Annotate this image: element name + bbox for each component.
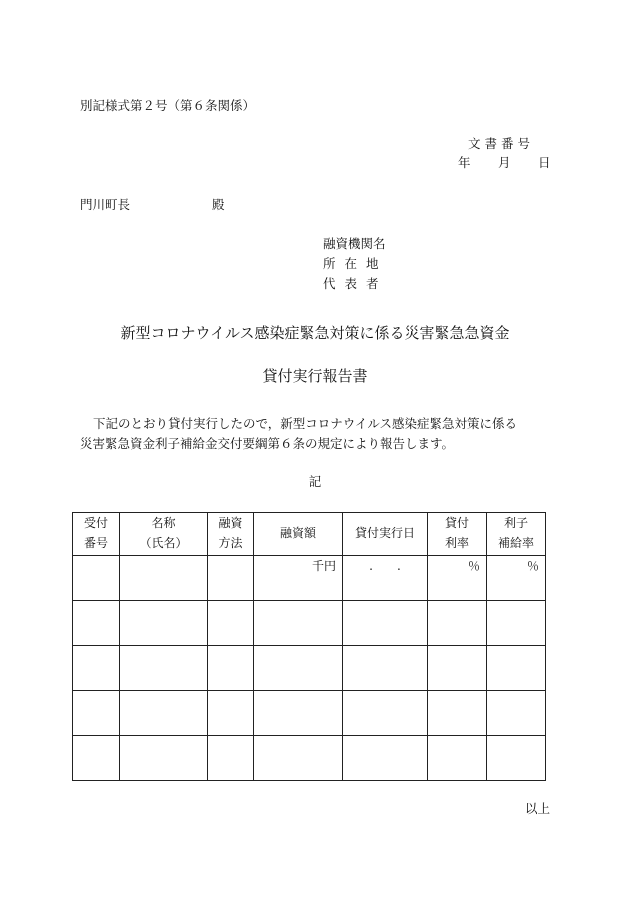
subsidy-unit: ％ [526, 559, 539, 573]
table-cell[interactable] [208, 601, 254, 646]
table-cell[interactable] [120, 601, 208, 646]
table-cell[interactable] [208, 556, 254, 601]
header-execution-date: 貸付実行日 [343, 513, 428, 556]
amount-unit: 千円 [311, 559, 336, 573]
table-cell[interactable] [73, 736, 120, 781]
table-cell-amount[interactable] [254, 556, 343, 601]
loan-report-table [72, 512, 546, 781]
table-cell[interactable] [208, 646, 254, 691]
table-cell-date[interactable] [343, 556, 428, 601]
table-header-row [73, 513, 546, 556]
body-text-line1: 下記のとおり貸付実行したので，新型コロナウイルス感染症緊急対策に係る [93, 416, 518, 431]
table-row [73, 736, 546, 781]
body-text-line2: 災害緊急資金利子補給金交付要綱第６条の規定により報告します。 [80, 436, 455, 451]
addressee-honorific: 殿 [212, 197, 225, 212]
header-loan-amount: 融資額 [254, 513, 343, 556]
table-cell[interactable] [120, 646, 208, 691]
table-cell[interactable] [208, 691, 254, 736]
table-cell[interactable] [120, 691, 208, 736]
table-cell[interactable] [428, 736, 487, 781]
table-cell-subsidy[interactable] [487, 556, 546, 601]
table-cell[interactable] [73, 646, 120, 691]
table-cell[interactable] [343, 646, 428, 691]
table-row [73, 601, 546, 646]
table-cell[interactable] [487, 646, 546, 691]
table-cell[interactable] [73, 556, 120, 601]
table-row [73, 646, 546, 691]
table-cell[interactable] [254, 601, 343, 646]
sender-address: 所在地 [323, 256, 388, 271]
doc-number-label: 文書番号 [468, 136, 535, 151]
table-cell[interactable] [487, 601, 546, 646]
table-cell[interactable] [254, 691, 343, 736]
date-separators: . . [369, 559, 401, 573]
table-cell[interactable] [120, 736, 208, 781]
table-cell[interactable] [487, 691, 546, 736]
header-loan-rate: 貸付 利率 [428, 513, 487, 556]
sender-institution: 融資機関名 [323, 236, 386, 251]
header-subsidy-rate: 利子 補給率 [487, 513, 546, 556]
sender-representative: 代表者 [323, 276, 388, 291]
table-cell-rate[interactable] [428, 556, 487, 601]
page-subtitle: 貸付実行報告書 [262, 367, 368, 385]
header-reception-number: 受付 番号 [73, 513, 120, 556]
table-cell[interactable] [428, 601, 487, 646]
table-cell[interactable] [428, 646, 487, 691]
date-day: 日 [538, 155, 551, 170]
table-cell[interactable] [73, 691, 120, 736]
table-cell[interactable] [343, 736, 428, 781]
table-cell[interactable] [208, 736, 254, 781]
table-cell[interactable] [254, 646, 343, 691]
header-name: 名称 （氏名） [120, 513, 208, 556]
header-loan-method: 融資 方法 [208, 513, 254, 556]
date-year: 年 [458, 155, 471, 170]
table-row [73, 691, 546, 736]
table-row [73, 556, 546, 601]
table-cell[interactable] [254, 736, 343, 781]
table-cell[interactable] [73, 601, 120, 646]
form-id: 別記様式第２号（第６条関係） [80, 98, 256, 113]
table-cell[interactable] [343, 691, 428, 736]
addressee-name: 門川町長 [80, 197, 131, 212]
table-cell[interactable] [120, 556, 208, 601]
date-month: 月 [498, 155, 511, 170]
ki-label: 記 [308, 474, 322, 489]
table-cell[interactable] [343, 601, 428, 646]
page-title: 新型コロナウイルス感染症緊急対策に係る災害緊急急資金 [120, 324, 510, 342]
rate-unit: ％ [467, 559, 480, 573]
table-cell[interactable] [487, 736, 546, 781]
table-cell[interactable] [428, 691, 487, 736]
closing-text: 以上 [525, 801, 551, 816]
